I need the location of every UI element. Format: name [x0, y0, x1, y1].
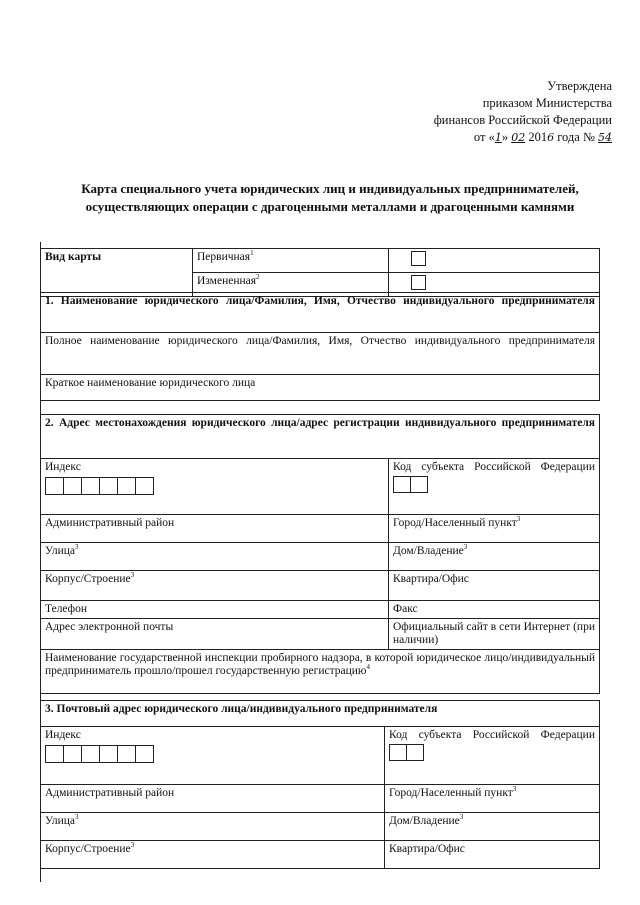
postal-index-label: Индекс — [45, 729, 81, 741]
footnote-ref: 2 — [256, 273, 260, 282]
short-name-field[interactable]: Краткое наименование юридического лица — [41, 375, 600, 401]
section-2-table — [40, 414, 600, 694]
full-name-field[interactable]: Полное наименование юридического лица/Фамилия, Имя, Отчество индивидуального предпринимателя — [41, 333, 600, 375]
footnote-ref: 4 — [366, 663, 371, 672]
postal-street-field[interactable] — [41, 813, 385, 841]
email-field[interactable]: Адрес электронной почты — [41, 619, 389, 650]
page-title: Карта специального учета юридических лиц и индивидуальных предпринимателей, осуществляющих операции с драгоценными металлами и драгоценными камнями — [81, 181, 579, 214]
section-1-table — [40, 292, 600, 401]
approval-line-3: финансов Российской Федерации — [433, 113, 612, 127]
date-year-digit: 6 — [547, 131, 555, 144]
index-field[interactable] — [41, 459, 389, 515]
approval-line-1: Утверждена — [547, 79, 612, 93]
date-month: 02 — [511, 131, 526, 144]
index-label: Индекс — [45, 461, 81, 473]
house-label: Дом/Владение — [393, 545, 464, 557]
card-type-table — [40, 248, 600, 297]
postal-index-field[interactable] — [41, 727, 385, 785]
date-prefix: от « — [473, 130, 495, 144]
fax-field[interactable]: Факс — [389, 601, 600, 619]
street-field[interactable] — [41, 543, 389, 571]
postal-building-field[interactable] — [41, 841, 385, 869]
footnote-ref: 3 — [463, 543, 468, 552]
postal-street-label: Улица — [45, 815, 75, 827]
building-field[interactable] — [41, 571, 389, 601]
postal-house-field[interactable] — [385, 813, 600, 841]
inspection-label — [45, 652, 595, 678]
postal-region-code-field[interactable] — [385, 727, 600, 785]
footnote-ref: 3 — [459, 813, 464, 822]
approval-date-line — [434, 129, 612, 146]
house-field[interactable] — [389, 543, 600, 571]
apartment-field[interactable]: Квартира/Офис — [389, 571, 600, 601]
postal-apartment-field[interactable]: Квартира/Офис — [385, 841, 600, 869]
primary-checkbox-cell — [389, 249, 600, 273]
number-label: года № — [557, 130, 595, 144]
street-label: Улица — [45, 545, 75, 557]
section-2-header: 2. Адрес местонахождения юридического лица/адрес регистрации индивидуального предпринимателя — [41, 415, 600, 459]
inspection-text: Наименование государственной инспекции пробирного надзора, в которой юридическое лицо/индивидуальный предприниматель прошло/прошел государственную регистрацию — [45, 652, 595, 677]
footnote-ref: 3 — [130, 571, 135, 580]
section-3-header: 3. Почтовый адрес юридического лица/индивидуального предпринимателя — [41, 701, 600, 727]
region-code-boxes[interactable] — [393, 476, 427, 493]
section-1-header: 1. Наименование юридического лица/Фамилия, Имя, Отчество индивидуального предпринимателя — [41, 293, 600, 333]
footnote-ref: 3 — [512, 785, 517, 794]
primary-checkbox[interactable] — [411, 251, 426, 266]
region-code-label: Код субъекта Российской Федерации — [393, 461, 595, 473]
date-year-prefix: 201 — [528, 130, 548, 144]
phone-field[interactable]: Телефон — [41, 601, 389, 619]
section-3-table — [40, 700, 600, 869]
region-code-field[interactable] — [389, 459, 600, 515]
district-field[interactable]: Административный район — [41, 515, 389, 543]
footnote-ref: 3 — [75, 543, 79, 552]
postal-region-code-label: Код субъекта Российской Федерации — [389, 729, 595, 741]
approval-line-2: приказом Министерства — [482, 96, 612, 110]
approval-block — [434, 78, 612, 146]
card-type-option-primary — [193, 249, 389, 273]
postal-region-code-boxes[interactable] — [389, 744, 423, 761]
index-boxes[interactable] — [45, 477, 153, 495]
footnote-ref: 3 — [130, 841, 135, 850]
footnote-ref: 3 — [516, 515, 521, 524]
city-field[interactable] — [389, 515, 600, 543]
postal-city-label: Город/Населенный пункт — [389, 787, 513, 799]
building-label: Корпус/Строение — [45, 573, 131, 585]
postal-district-field[interactable]: Административный район — [41, 785, 385, 813]
footnote-ref: 1 — [250, 249, 254, 258]
card-type-label: Вид карты — [41, 249, 193, 297]
postal-index-boxes[interactable] — [45, 745, 153, 763]
city-label: Город/Населенный пункт — [393, 517, 517, 529]
inspection-field[interactable] — [41, 650, 600, 694]
footnote-ref: 3 — [75, 813, 79, 822]
date-day: 1 — [494, 131, 502, 144]
postal-city-field[interactable] — [385, 785, 600, 813]
website-field[interactable]: Официальный сайт в сети Интернет (при наличии) — [389, 619, 600, 650]
date-mid: » — [501, 130, 509, 144]
postal-building-label: Корпус/Строение — [45, 843, 131, 855]
option-changed-label: Измененная — [197, 275, 257, 287]
changed-checkbox[interactable] — [411, 275, 426, 290]
postal-house-label: Дом/Владение — [389, 815, 460, 827]
option-primary-label: Первичная — [197, 251, 251, 263]
order-number: 54 — [598, 131, 612, 144]
